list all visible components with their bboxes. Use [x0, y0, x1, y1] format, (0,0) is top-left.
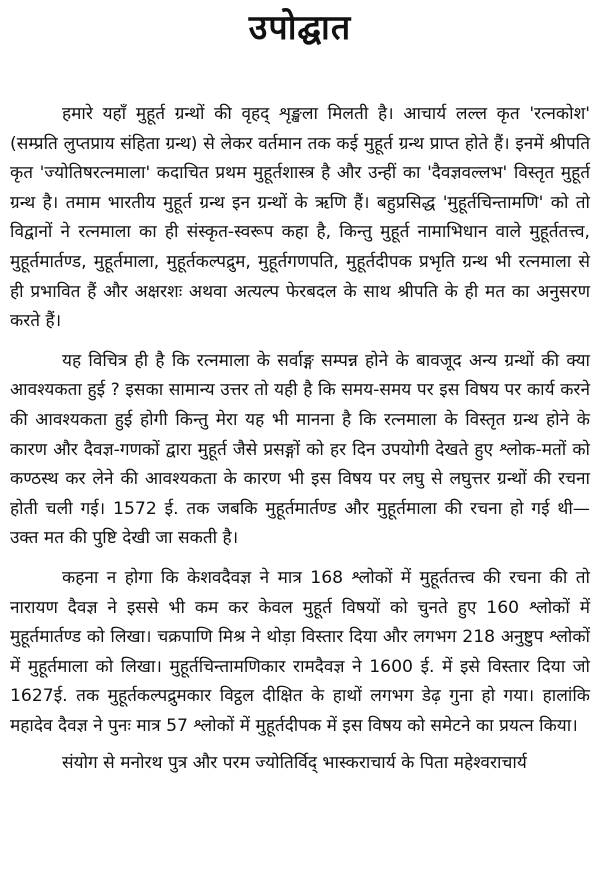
paragraph-3: कहना न होगा कि केशवदैवज्ञ ने मात्र 168 श्लोकों में मुहूर्ततत्त्व की रचना की तो नारायण दैवज्ञ ने इससे भी कम कर केवल मुहूर्त विषयों को चुनते हुए 160 श्लोकों में मुहूर्तमार्तण्ड को लिखा। चक्रपाणि मिश्र ने थोड़ा विस्तार दिया और लगभग 218 अनुष्टुप श्लोकों में मुहूर्तमाला को लिखा। मुहूर्तचिन्तामणिकार रामदैवज्ञ ने 1600 ई. में इसे विस्तार दिया जो 1627ई. तक मुहूर्तकल्पद्रुमकार विट्ठल दीक्षित के हाथों लगभग डेढ़ गुना हो गया। हालांकि महादेव दैवज्ञ ने पुनः मात्र 57 श्लोकों में मुहूर्तदीपक में इस विषय को समेटने का प्रयत्न किया।	[10, 567, 590, 736]
paragraph-4: संयोग से मनोरथ पुत्र और परम ज्योतिर्विद् भास्कराचार्य के पिता महेश्वराचार्य	[62, 753, 527, 774]
page-title: उपोद्घात	[248, 8, 352, 48]
paragraph-1: हमारे यहाँ मुहूर्त ग्रन्थों की वृहद् शृङ्खला मिलती है। आचार्य लल्ल कृत 'रत्नकोश' (सम्प्रति लुप्तप्राय संहिता ग्रन्थ) से लेकर वर्तमान तक कई मुहूर्त ग्रन्थ प्राप्त होते हैं। इनमें श्रीपति कृत 'ज्योतिषरत्नमाला' कदाचित प्रथम मुहूर्तशास्त्र है और उन्हीं का 'दैवज्ञवल्लभ' विस्तृत मुहूर्त ग्रन्थ है। तमाम भारतीय मुहूर्त ग्रन्थ इन ग्रन्थों के ऋणि हैं। बहुप्रसिद्ध 'मुहूर्तचिन्तामणि' को तो विद्वानों ने रत्नमाला का ही संस्कृत-स्वरूप कहा है, किन्तु मुहूर्त नामाभिधान वाले मुहूर्ततत्त्व, मुहूर्तमार्तण्ड, मुहूर्तमाला, मुहूर्तकल्पद्रुम, मुहूर्तगणपति, मुहूर्तदीपक प्रभृति ग्रन्थ भी रत्नमाला से ही प्रभावित हैं और अक्षरशः अथवा अत्यल्प फेरबदल के साथ श्रीपति के ही मत का अनुसरण करते हैं।	[10, 104, 590, 332]
paragraph-2: यह विचित्र ही है कि रत्नमाला के सर्वाङ्ग सम्पन्न होने के बावजूद अन्य ग्रन्थों की क्या आवश्यकता हुई ? इसका सामान्य उत्तर तो यही है कि समय-समय पर इस विषय पर कार्य करने की आवश्यकता हुई होगी किन्तु मेरा यह भी मानना है कि रत्नमाला के विस्तृत ग्रन्थ होने के कारण और दैवज्ञ-गणकों द्वारा मुहूर्त जैसे प्रसङ्गों को हर दिन उपयोगी देखते हुए श्लोक-मतों को कण्ठस्थ कर लेने की आवश्यकता के कारण भी इस विषय पर लघु से लघुत्तर ग्रन्थों की रचना होती चली गई। 1572 ई. तक जबकि मुहूर्तमार्तण्ड और मुहूर्तमाला की रचना हो गई थी— उक्त मत की पुष्टि देखी जा सकती है।	[10, 350, 590, 549]
